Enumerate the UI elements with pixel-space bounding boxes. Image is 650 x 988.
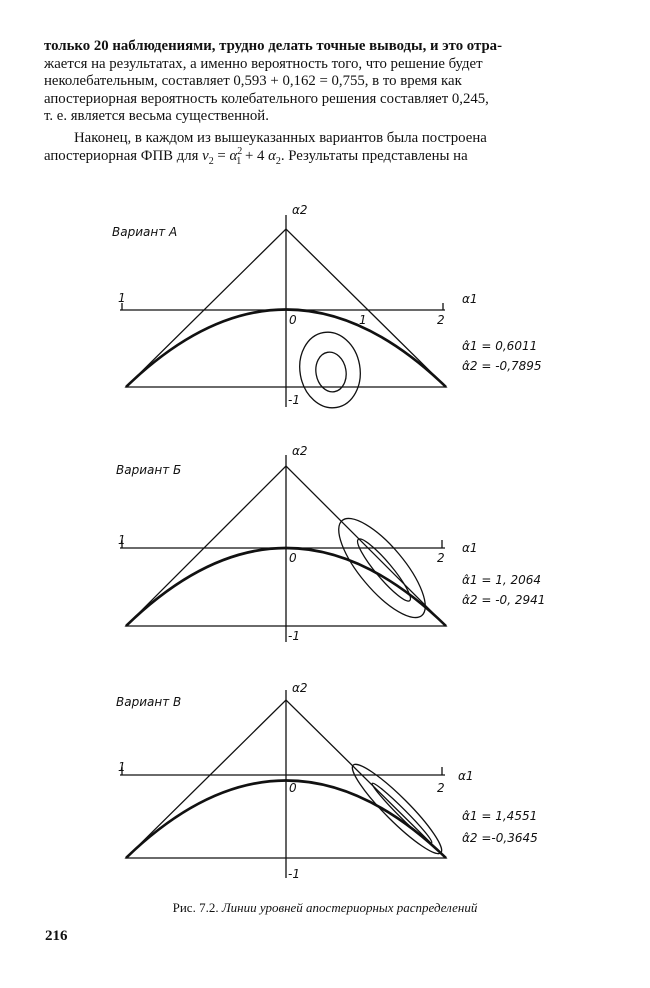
text-line: только 20 наблюдениями, трудно делать точные выводы, и это отра- bbox=[44, 38, 502, 54]
tick-label: -1 bbox=[288, 393, 300, 407]
estimate-alpha2: α̂2 = -0,7895 bbox=[462, 359, 542, 373]
text-line-prefix: апостериорная ФПВ для bbox=[44, 147, 199, 164]
x-axis-label: α1 bbox=[458, 769, 474, 783]
text-line: т. е. является весьма существенной. bbox=[44, 108, 269, 125]
panel-a-geometry bbox=[120, 215, 446, 413]
caption-text: Линии уровней апостериорных распределений bbox=[221, 900, 478, 915]
estimate-alpha1: α̂1 = 1, 2064 bbox=[462, 573, 542, 587]
level-contour-outer bbox=[325, 506, 438, 629]
formula-a1: α bbox=[229, 147, 238, 164]
text-line: апостериорная вероятность колебательного решения составляет 0,245, bbox=[44, 90, 489, 107]
text-line: жается на результатах, а именно вероятность того, что решение будет bbox=[44, 55, 483, 72]
estimate-alpha2: α̂2 = -0, 2941 bbox=[462, 593, 546, 607]
estimate-alpha2: α̂2 =-0,3645 bbox=[462, 831, 538, 845]
tick-label: -1 bbox=[288, 867, 300, 881]
variant-label: Вариант Б bbox=[116, 463, 182, 477]
formula-a1-sub: 1 bbox=[236, 155, 242, 167]
tick-label: 1 bbox=[118, 291, 126, 305]
y-axis-label: α2 bbox=[292, 203, 308, 217]
formula-plus: + 4 bbox=[241, 147, 269, 164]
caption-prefix: Рис. 7.2. bbox=[172, 900, 219, 915]
figure-caption bbox=[0, 900, 650, 916]
text-line-content: Наконец, в каждом из вышеуказанных вариантов была построена bbox=[74, 130, 487, 146]
y-axis-label: α2 bbox=[292, 444, 308, 458]
estimate-alpha1: α̂1 = 0,6011 bbox=[462, 339, 538, 353]
panel-b-geometry bbox=[120, 455, 446, 642]
tick-label: 2 bbox=[437, 781, 445, 795]
x-axis-label: α1 bbox=[462, 541, 478, 555]
text-line-suffix: . Результаты представлены на bbox=[280, 147, 468, 164]
tick-label: 0 bbox=[289, 551, 297, 565]
tick-label: -1 bbox=[288, 629, 300, 643]
panel-c-geometry bbox=[120, 690, 449, 878]
tick-label: 2 bbox=[437, 313, 445, 327]
level-contour-inner bbox=[352, 534, 416, 606]
level-contour-outer bbox=[294, 327, 366, 412]
tick-label: 1 bbox=[118, 760, 126, 774]
page-number: 216 bbox=[45, 928, 68, 944]
formula-eq: = bbox=[213, 147, 230, 164]
tick-label: 0 bbox=[289, 781, 297, 795]
formula-a2-sub: 2 bbox=[275, 155, 281, 167]
variant-label: Вариант В bbox=[116, 695, 182, 709]
tick-label: 2 bbox=[437, 551, 445, 565]
formula-v: v bbox=[202, 147, 209, 164]
formula-a1-sup: 2 bbox=[237, 145, 243, 157]
y-axis-label: α2 bbox=[292, 681, 308, 695]
text-line: неколебательным, составляет 0,593 + 0,162 = 0,755, в то время как bbox=[44, 73, 462, 90]
x-axis-label: α1 bbox=[462, 292, 478, 306]
tick-label: 1 bbox=[118, 533, 126, 547]
level-contour-inner bbox=[369, 780, 434, 845]
formula-v-sub: 2 bbox=[208, 155, 214, 167]
variant-label: Вариант А bbox=[112, 225, 178, 239]
tick-label: 0 bbox=[289, 313, 297, 327]
formula-a2: α bbox=[268, 147, 276, 164]
tick-label: 1 bbox=[359, 313, 367, 327]
estimate-alpha1: α̂1 = 1,4551 bbox=[462, 809, 538, 823]
